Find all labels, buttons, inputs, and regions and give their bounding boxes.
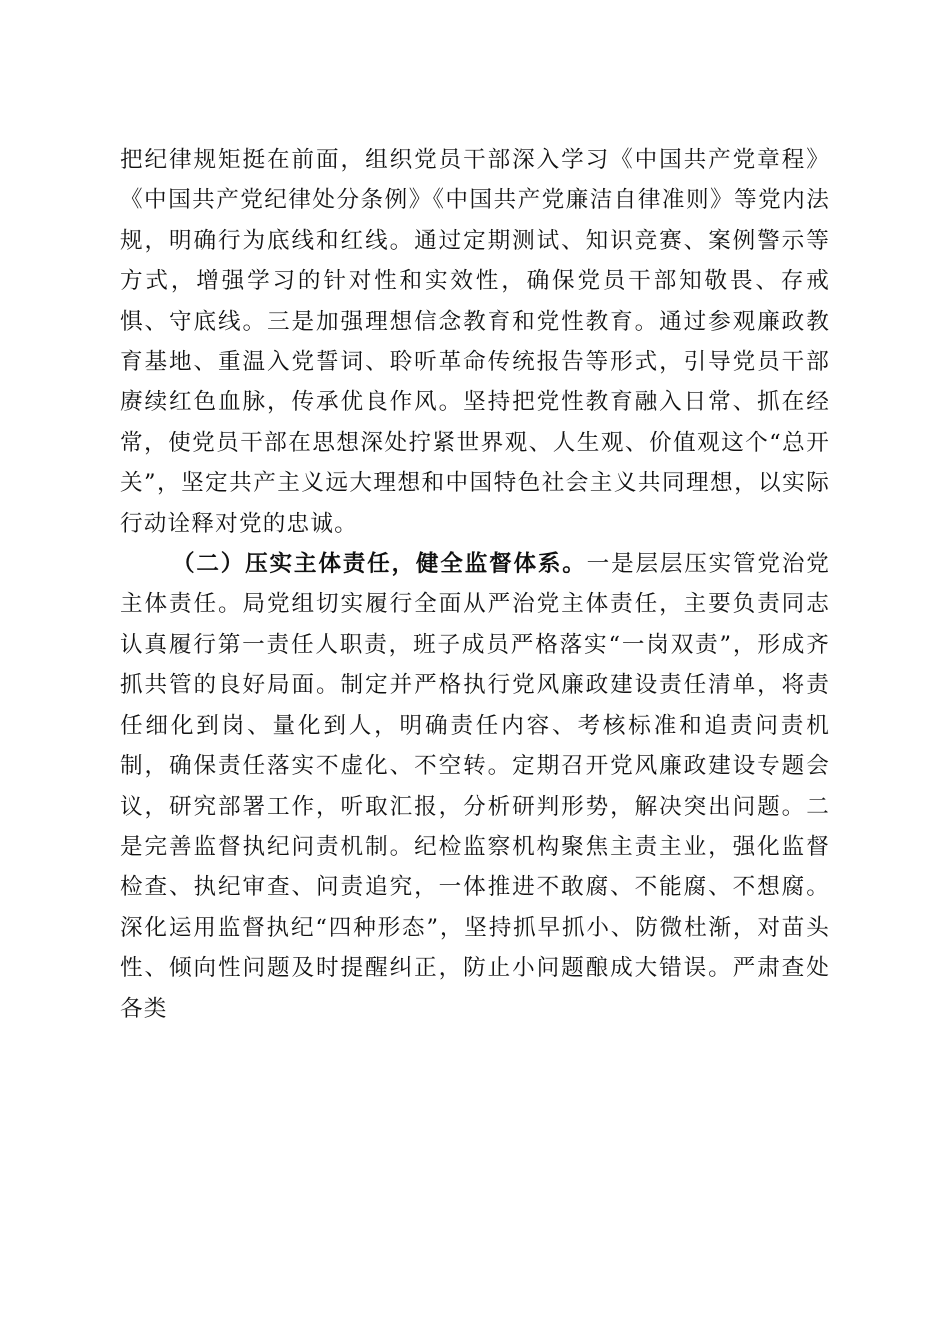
paragraph-section-two — [120, 544, 830, 1029]
paragraph-continuation: 把纪律规矩挺在前面，组织党员干部深入学习《中国共产党章程》《中国共产党纪律处分条例》《中国共产党廉洁自律准则》等党内法规，明确行为底线和红线。通过定期测试、知识竞赛、案例警示等方式，增强学习的针对性和实效性，确保党员干部知敬畏、存戒惧、守底线。三是加强理想信念教育和党性教育。通过参观廉政教育基地、重温入党誓词、聆听革命传统报告等形式，引导党员干部赓续红色血脉，传承优良作风。坚持把党性教育融入日常、抓在经常，使党员干部在思想深处拧紧世界观、人生观、价值观这个“总开关”，坚定共产主义远大理想和中国特色社会主义共同理想，以实际行动诠释对党的忠诚。 — [120, 147, 830, 537]
section-body: 一是层层压实管党治党主体责任。局党组切实履行全面从严治党主体责任，主要负责同志认真履行第一责任人职责，班子成员严格落实“一岗双责”，形成齐抓共管的良好局面。制定并严格执行党风廉政建设责任清单，将责任细化到岗、量化到人，明确责任内容、考核标准和追责问责机制，确保责任落实不虚化、不空转。定期召开党风廉政建设专题会议，研究部署工作，听取汇报，分析研判形势，解决突出问题。二是完善监督执纪问责机制。纪检监察机构聚焦主责主业，强化监督检查、执纪审查、问责追究，一体推进不敢腐、不能腐、不想腐。深化运用监督执纪“四种形态”，坚持抓早抓小、防微杜渐，对苗头性、倾向性问题及时提醒纠正，防止小问题酿成大错误。严肃查处各类 — [120, 551, 831, 1022]
document-body — [120, 140, 830, 1029]
section-heading: （二）压实主体责任，健全监督体系。 — [171, 551, 587, 578]
